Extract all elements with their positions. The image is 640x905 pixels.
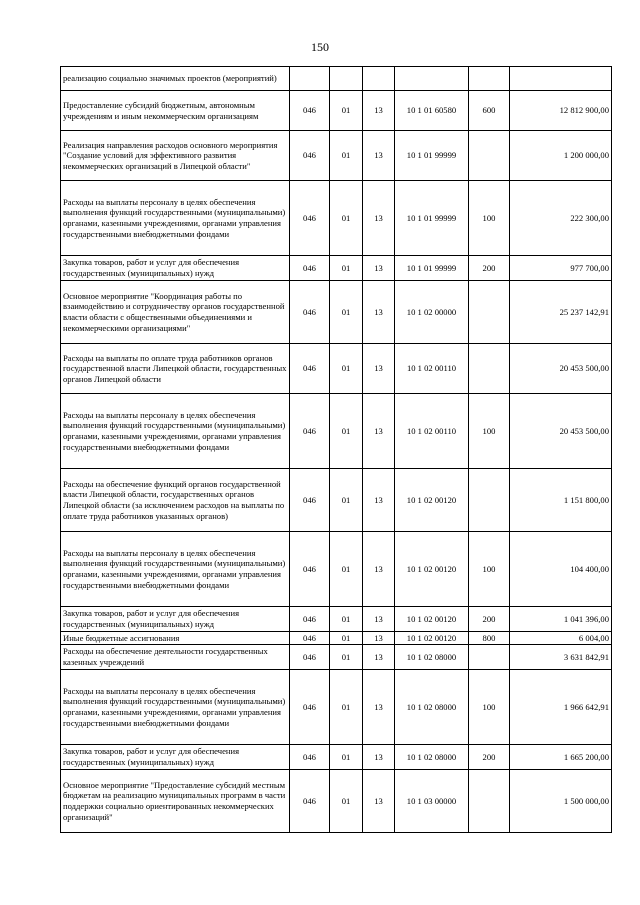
- cell-target-article: 10 1 02 00000: [395, 281, 469, 344]
- cell-target-article: 10 1 01 99999: [395, 131, 469, 181]
- cell-expense-type: [469, 770, 510, 833]
- cell-expense-type: 100: [469, 532, 510, 607]
- table-row: [61, 281, 612, 344]
- cell-sum: 104 400,00: [510, 532, 612, 607]
- cell-name: Закупка товаров, работ и услуг для обеспечения государственных (муниципальных) нужд: [61, 607, 290, 632]
- table-row: [61, 632, 612, 645]
- cell-razdel: 01: [330, 181, 363, 256]
- cell-name: Реализация направления расходов основного мероприятия "Создание условий для эффективного развития некоммерческих организаций в Липецкой области": [61, 131, 290, 181]
- cell-name: Предоставление субсидий бюджетным, автономным учреждениям и иным некоммерческим организациям: [61, 91, 290, 131]
- cell-grbs: 046: [290, 532, 330, 607]
- cell-expense-type: 600: [469, 91, 510, 131]
- cell-grbs: 046: [290, 469, 330, 532]
- page-number: 150: [311, 40, 329, 54]
- cell-expense-type: 100: [469, 181, 510, 256]
- cell-grbs: 046: [290, 91, 330, 131]
- cell-expense-type: 200: [469, 745, 510, 770]
- cell-sum: 1 500 000,00: [510, 770, 612, 833]
- table-row: [61, 256, 612, 281]
- cell-target-article: 10 1 02 00120: [395, 632, 469, 645]
- cell-sum: 1 151 800,00: [510, 469, 612, 532]
- cell-razdel: 01: [330, 645, 363, 670]
- cell-podrazdel: 13: [363, 256, 395, 281]
- cell-grbs: 046: [290, 770, 330, 833]
- cell-name: Иные бюджетные ассигнования: [61, 632, 290, 645]
- cell-name: Расходы на выплаты по оплате труда работников органов государственной власти Липецкой области, государственных органов Липецкой области: [61, 344, 290, 394]
- cell-name: Расходы на обеспечение деятельности государственных казенных учреждений: [61, 645, 290, 670]
- cell-expense-type: [469, 131, 510, 181]
- cell-target-article: 10 1 02 08000: [395, 745, 469, 770]
- table-row: [61, 607, 612, 632]
- cell-sum: 1 966 642,91: [510, 670, 612, 745]
- cell-grbs: 046: [290, 131, 330, 181]
- cell-podrazdel: 13: [363, 344, 395, 394]
- cell-grbs: 046: [290, 645, 330, 670]
- cell-razdel: [330, 67, 363, 91]
- table-row: [61, 181, 612, 256]
- cell-podrazdel: 13: [363, 745, 395, 770]
- cell-expense-type: 100: [469, 670, 510, 745]
- table-row: [61, 469, 612, 532]
- cell-sum: 20 453 500,00: [510, 394, 612, 469]
- cell-target-article: [395, 67, 469, 91]
- cell-podrazdel: 13: [363, 632, 395, 645]
- cell-grbs: 046: [290, 281, 330, 344]
- cell-target-article: 10 1 01 99999: [395, 181, 469, 256]
- cell-grbs: 046: [290, 181, 330, 256]
- cell-name: Расходы на обеспечение функций органов государственной власти Липецкой области, государственных органов Липецкой области (за исключением расходов на выплаты по оплате труда работников указанных органов): [61, 469, 290, 532]
- cell-podrazdel: 13: [363, 532, 395, 607]
- cell-razdel: 01: [330, 469, 363, 532]
- cell-target-article: 10 1 01 60580: [395, 91, 469, 131]
- cell-name: Расходы на выплаты персоналу в целях обеспечения выполнения функций государственными (муниципальными) органами, казенными учреждениями, органами управления государственными внебюджетными фондами: [61, 532, 290, 607]
- cell-name: Расходы на выплаты персоналу в целях обеспечения выполнения функций государственными (муниципальными) органами, казенными учреждениями, органами управления государственными внебюджетными фондами: [61, 181, 290, 256]
- cell-expense-type: [469, 344, 510, 394]
- cell-razdel: 01: [330, 607, 363, 632]
- cell-name: Основное мероприятие "Предоставление субсидий местным бюджетам на реализацию муниципальных программ в части поддержки социально ориентированных некоммерческих организаций": [61, 770, 290, 833]
- cell-target-article: 10 1 02 08000: [395, 670, 469, 745]
- cell-podrazdel: 13: [363, 91, 395, 131]
- table-row: [61, 745, 612, 770]
- cell-sum: 1 665 200,00: [510, 745, 612, 770]
- cell-razdel: 01: [330, 632, 363, 645]
- cell-sum: [510, 67, 612, 91]
- cell-name: реализацию социально значимых проектов (мероприятий): [61, 67, 290, 91]
- cell-target-article: 10 1 02 08000: [395, 645, 469, 670]
- cell-podrazdel: 13: [363, 394, 395, 469]
- cell-target-article: 10 1 02 00110: [395, 394, 469, 469]
- cell-target-article: 10 1 02 00110: [395, 344, 469, 394]
- cell-grbs: [290, 67, 330, 91]
- cell-sum: 3 631 842,91: [510, 645, 612, 670]
- cell-podrazdel: 13: [363, 645, 395, 670]
- cell-expense-type: [469, 645, 510, 670]
- cell-razdel: 01: [330, 670, 363, 745]
- cell-name: Закупка товаров, работ и услуг для обеспечения государственных (муниципальных) нужд: [61, 745, 290, 770]
- cell-razdel: 01: [330, 770, 363, 833]
- cell-target-article: 10 1 01 99999: [395, 256, 469, 281]
- cell-sum: 25 237 142,91: [510, 281, 612, 344]
- cell-grbs: 046: [290, 745, 330, 770]
- cell-expense-type: [469, 469, 510, 532]
- cell-razdel: 01: [330, 256, 363, 281]
- cell-expense-type: 200: [469, 607, 510, 632]
- cell-sum: 12 812 900,00: [510, 91, 612, 131]
- cell-target-article: 10 1 02 00120: [395, 532, 469, 607]
- table-row: [61, 645, 612, 670]
- cell-expense-type: [469, 281, 510, 344]
- cell-expense-type: 200: [469, 256, 510, 281]
- table-row: [61, 131, 612, 181]
- cell-podrazdel: [363, 67, 395, 91]
- cell-target-article: 10 1 03 00000: [395, 770, 469, 833]
- cell-razdel: 01: [330, 532, 363, 607]
- cell-expense-type: [469, 67, 510, 91]
- cell-sum: 20 453 500,00: [510, 344, 612, 394]
- cell-grbs: 046: [290, 632, 330, 645]
- table-row: [61, 770, 612, 833]
- table-row: [61, 67, 612, 91]
- cell-razdel: 01: [330, 745, 363, 770]
- cell-grbs: 046: [290, 344, 330, 394]
- cell-razdel: 01: [330, 281, 363, 344]
- cell-expense-type: 800: [469, 632, 510, 645]
- table-row: [61, 670, 612, 745]
- cell-target-article: 10 1 02 00120: [395, 607, 469, 632]
- cell-grbs: 046: [290, 607, 330, 632]
- cell-expense-type: 100: [469, 394, 510, 469]
- cell-sum: 1 041 396,00: [510, 607, 612, 632]
- cell-podrazdel: 13: [363, 770, 395, 833]
- cell-name: Расходы на выплаты персоналу в целях обеспечения выполнения функций государственными (муниципальными) органами, казенными учреждениями, органами управления государственными внебюджетными фондами: [61, 394, 290, 469]
- table-row: [61, 91, 612, 131]
- cell-sum: 977 700,00: [510, 256, 612, 281]
- cell-sum: 1 200 000,00: [510, 131, 612, 181]
- cell-sum: 222 300,00: [510, 181, 612, 256]
- cell-sum: 6 004,00: [510, 632, 612, 645]
- budget-table: [60, 66, 612, 833]
- cell-name: Закупка товаров, работ и услуг для обеспечения государственных (муниципальных) нужд: [61, 256, 290, 281]
- table-row: [61, 344, 612, 394]
- cell-grbs: 046: [290, 670, 330, 745]
- cell-podrazdel: 13: [363, 469, 395, 532]
- table-body: [61, 67, 612, 833]
- table-row: [61, 394, 612, 469]
- cell-grbs: 046: [290, 256, 330, 281]
- cell-razdel: 01: [330, 131, 363, 181]
- cell-target-article: 10 1 02 00120: [395, 469, 469, 532]
- cell-grbs: 046: [290, 394, 330, 469]
- table-row: [61, 532, 612, 607]
- cell-razdel: 01: [330, 91, 363, 131]
- cell-podrazdel: 13: [363, 281, 395, 344]
- cell-podrazdel: 13: [363, 670, 395, 745]
- cell-podrazdel: 13: [363, 181, 395, 256]
- cell-podrazdel: 13: [363, 131, 395, 181]
- cell-razdel: 01: [330, 344, 363, 394]
- cell-name: Основное мероприятие "Координация работы по взаимодействию и сотрудничеству органов государственной власти области с общественными объединениями и некоммерческими организациями": [61, 281, 290, 344]
- cell-podrazdel: 13: [363, 607, 395, 632]
- cell-name: Расходы на выплаты персоналу в целях обеспечения выполнения функций государственными (муниципальными) органами, казенными учреждениями, органами управления государственными внебюджетными фондами: [61, 670, 290, 745]
- cell-razdel: 01: [330, 394, 363, 469]
